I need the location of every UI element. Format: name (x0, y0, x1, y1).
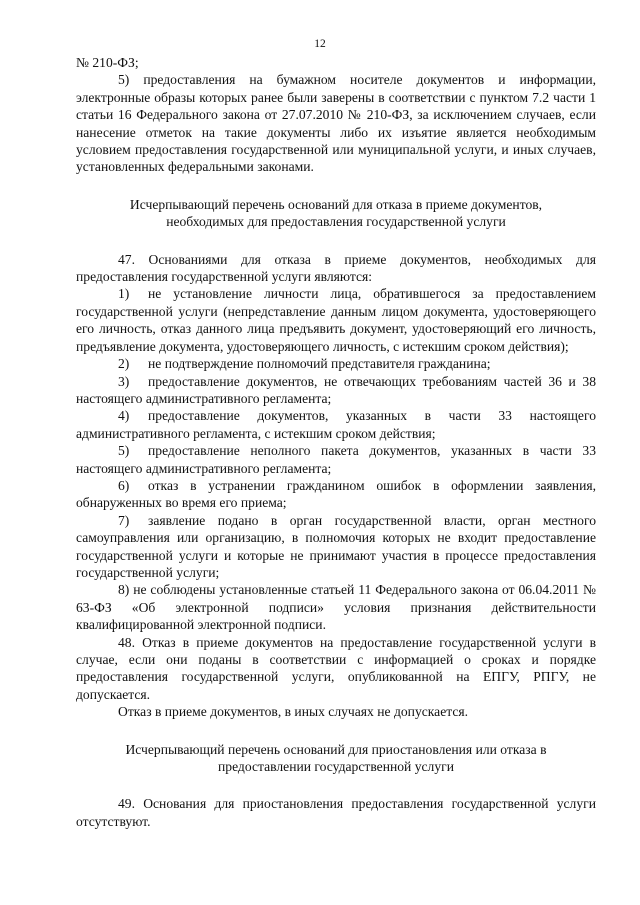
page-number: 12 (314, 38, 326, 50)
section-heading-refusal-acceptance: Исчерпывающий перечень оснований для отказа в приеме документов, необходимых для предоставления государственной услуги (129, 196, 543, 230)
list-item-number: 3) (118, 373, 130, 389)
list-item-text: не подтверждение полномочий представителя гражданина; (148, 356, 491, 372)
paragraph-item-5-prev: 5) предоставления на бумажном носителе документов и информации, электронные образы которых ранее были заверены в соответствии с пунктом 7.2 части 1 статьи 16 Федерального закона от 27.07.2010 № 210-ФЗ, за исключением случаев, если нанесение отметок на такие документы либо их изъятие является необходимым условием предоставления государственной или муниципальной услуги, и иных случаев, установленных федеральными законами. (76, 72, 596, 175)
list-item (76, 442, 596, 477)
list-item-number: 5) (118, 443, 130, 459)
list-item-text: не установление личности лица, обратившегося за предоставлением государственной услуги (непредставление данным лицом документа, удостоверяющего его личность, отказ данного лица предъявить документ, удостоверяющий его личность, предъявление документа, удостоверяющего личность, с истекшим сроком действия); (76, 286, 596, 354)
list-item-number: 2) (118, 356, 130, 372)
list-item-number: 6) (118, 477, 130, 493)
paragraph-48-other: Отказ в приеме документов, в иных случаях не допускается. (118, 704, 469, 720)
list-item (76, 285, 596, 355)
paragraph-47-intro: 47. Основаниями для отказа в приеме документов, необходимых для предоставления государственной услуги являются: (76, 251, 596, 285)
list-item-number: 4) (118, 408, 130, 424)
paragraph-49: 49. Основания для приостановления предоставления государственной услуги отсутствуют. (76, 796, 596, 829)
list-item-text: заявление подано в орган государственной власти, орган местного самоуправления или организацию, в полномочия которых не входит предоставление государственной услуги и которые не принимают участия в процессе предоставления государственной услуги; (76, 512, 596, 580)
document-body (76, 54, 596, 830)
section-heading-suspension: Исчерпывающий перечень оснований для приостановления или отказа в предоставлении государственной услуги (125, 741, 547, 775)
list-item-text: предоставление неполного пакета документов, указанных в части 33 настоящего административного регламента; (76, 443, 596, 476)
list-item-8: 8) не соблюдены установленные статьей 11 Федерального закона от 06.04.2011 № 63-ФЗ «Об электронной подписи» условия признания действительности квалифицированной электронной подписи. (76, 582, 596, 633)
list-item (76, 477, 596, 512)
list-item (76, 407, 596, 442)
list-item (76, 373, 596, 408)
list-item (76, 355, 596, 372)
paragraph-continuation: № 210-ФЗ; (76, 55, 139, 70)
paragraph-48: 48. Отказ в приеме документов на предоставление государственной услуги в случае, если они поданы в соответствии с информацией о сроках и порядке предоставления государственной услуги, опубликованной на ЕПГУ, РПГУ, не допускается. (76, 634, 596, 702)
list-item-text: отказ в устранении гражданином ошибок в оформлении заявления, обнаруженных во время его приема; (76, 477, 596, 511)
list-item-text: предоставление документов, указанных в части 33 настоящего административного регламента, с истекшим сроком действия; (76, 408, 596, 441)
list-item-number: 7) (118, 512, 130, 528)
list-item (76, 512, 596, 582)
list-item-number: 1) (118, 286, 130, 302)
list-item-text: предоставление документов, не отвечающих требованиям частей 36 и 38 настоящего административного регламента; (76, 373, 596, 406)
